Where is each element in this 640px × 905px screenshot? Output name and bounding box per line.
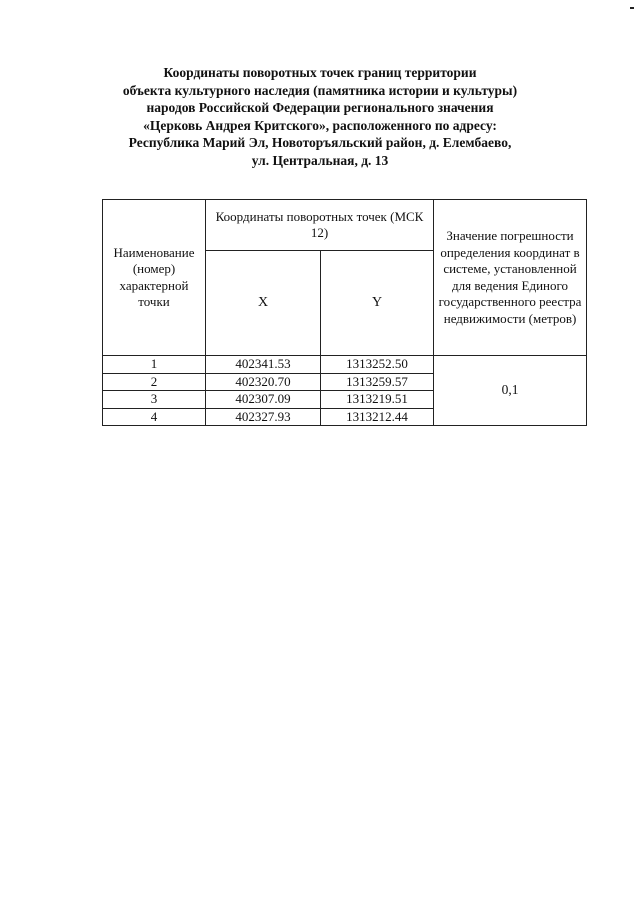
coord-x: 402341.53 [206, 356, 321, 374]
header-coordinates: Координаты поворотных точек (МСК 12) [206, 200, 434, 251]
title-line: «Церковь Андрея Критского», расположенного по адресу: [143, 117, 497, 133]
table-header-row [103, 200, 587, 251]
accuracy-value: 0,1 [434, 356, 587, 426]
coord-y: 1313212.44 [321, 408, 434, 426]
title-line: Республика Марий Эл, Новоторъяльский район, д. Елембаево, [128, 135, 512, 151]
coord-y: 1313259.57 [321, 373, 434, 391]
coord-x: 402307.09 [206, 391, 321, 409]
coord-x: 402320.70 [206, 373, 321, 391]
title-line: народов Российской Федерации регионального значения [146, 100, 494, 116]
coord-y: 1313219.51 [321, 391, 434, 409]
title-line: объекта культурного наследия (памятника истории и культуры) [122, 82, 518, 98]
header-point-name: Наименование (номер) характерной точки [103, 200, 206, 356]
point-number: 4 [103, 408, 206, 426]
title-line: ул. Центральная, д. 13 [251, 152, 389, 168]
point-number: 1 [103, 356, 206, 374]
point-number: 3 [103, 391, 206, 409]
coord-y: 1313252.50 [321, 356, 434, 374]
title-line: Координаты поворотных точек границ территории [163, 65, 477, 80]
table-row [103, 356, 587, 374]
header-y: Y [321, 251, 434, 356]
coordinates-table [102, 199, 587, 426]
header-accuracy: Значение погрешности определения координат в системе, установленной для ведения Единого государственного реестра недвижимости (метров) [434, 200, 587, 356]
scan-mark [630, 7, 634, 9]
coord-x: 402327.93 [206, 408, 321, 426]
document-title [60, 64, 580, 170]
point-number: 2 [103, 373, 206, 391]
header-x: X [206, 251, 321, 356]
